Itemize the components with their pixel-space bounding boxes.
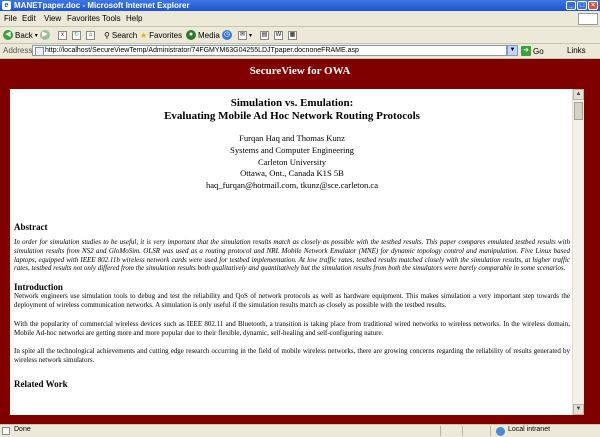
search-label: Search (111, 30, 138, 40)
home-button[interactable] (86, 29, 95, 41)
authors: Furqan Haq and Thomas Kunz (239, 133, 345, 143)
standard-toolbar (0, 27, 600, 44)
address-dropdown-button[interactable]: ▼ (507, 45, 518, 56)
favorites-button[interactable] (140, 29, 182, 41)
refresh-button[interactable] (72, 29, 81, 41)
address-url: http://localhost/SecureViewTemp/Administrator/74FGMYM63G04255LDJTpaper.docnoneFRAME.asp (45, 47, 359, 54)
status-divider (440, 426, 441, 436)
intro-paragraph-1: Network engineers use simulation tools to debug and test the reliability and QoS of network protocols as well as hardware equipment. This makes simulation a very important step towards the deployment of wireless communication networks. A simulation is only useful if the simulation results match as closely as possible with the testbed results. (14, 292, 570, 309)
ie-logo-icon: e (2, 1, 11, 10)
windows-logo-icon (578, 13, 598, 25)
menu-favorites[interactable]: Favorites (67, 14, 100, 23)
home-icon: ⌂ (86, 31, 95, 40)
menu-bar (0, 12, 600, 27)
star-icon: ★ (140, 30, 148, 40)
scroll-down-icon[interactable]: ▼ (573, 404, 584, 415)
address-bar (0, 44, 600, 59)
menu-file[interactable]: File (4, 14, 17, 23)
history-icon: ◷ (223, 31, 231, 38)
banner-title: SecureView for OWA (249, 65, 351, 77)
intro-paragraph-3: In spite all the technological achievements and cutting edge research occurring in the field of mobile wireless networks, there are growing concerns regarding the reliability of results generated by wireless network simulators. (14, 347, 570, 365)
scroll-thumb[interactable] (574, 102, 583, 120)
address-input[interactable] (32, 45, 507, 56)
menu-view[interactable]: View (44, 14, 62, 23)
mail-icon: ✉ (239, 31, 246, 38)
emails: haq_furqan@hotmail.com, tkunz@sce.carleton.ca (205, 180, 379, 191)
print-icon: ▤ (261, 31, 268, 38)
stop-icon: x (58, 31, 67, 40)
related-work-heading: Related Work (14, 378, 68, 389)
security-zone: Local intranet (508, 426, 551, 433)
back-button[interactable] (3, 29, 38, 41)
vertical-scrollbar[interactable] (572, 89, 584, 415)
window-title: MANETpaper.doc - Microsoft Internet Explorer (14, 1, 190, 10)
department: Systems and Computer Engineering (230, 144, 354, 155)
forward-arrow-icon: ▶ (40, 30, 50, 40)
links-button[interactable]: Links (567, 46, 586, 55)
close-button[interactable]: × (588, 1, 598, 10)
search-button[interactable] (104, 29, 137, 41)
abstract-text: In order for simulation studies to be useful, it is very important that the simulation results match as closely as possible with the testbed results. This paper compares emulated testbed results with simulation results from NS2 and GloMoSim. OLSR was used as a routing protocol and NRL Mobile Network Emulator (MNE) for dynamic topology control and manipulation. Five Linux based laptops, equipped with IEEE 802.11b wireless network cards were used for testbed implementation. At low traffic rates, testbed results matched closely with the simulation results, at higher traffic rates, testbed results not only differed from the simulation results both qualitatively and quantitatively but the simulation results from both the simulators were barely comparable in some scenarios. (14, 237, 570, 273)
back-label: Back (15, 30, 33, 40)
status-divider (462, 426, 463, 436)
chevron-down-icon: ▾ (34, 32, 38, 39)
paper-title (14, 97, 570, 123)
discuss-icon: ▦ (289, 31, 296, 38)
search-icon: ⚲ (104, 30, 110, 40)
media-label: Media (198, 30, 220, 40)
address-label: Address (3, 46, 33, 55)
edit-icon: W (275, 31, 282, 38)
media-button[interactable] (186, 29, 220, 41)
paper-title-line2: Evaluating Mobile Ad Hoc Network Routing Protocols (164, 110, 420, 122)
document-frame (10, 89, 584, 415)
status-text: Done (14, 426, 31, 433)
introduction-heading: Introduction (14, 282, 63, 293)
intranet-icon (496, 427, 505, 436)
menu-help[interactable]: Help (126, 14, 143, 23)
status-bar (0, 424, 600, 437)
page-icon (35, 47, 44, 56)
go-button[interactable] (521, 46, 544, 56)
history-button[interactable] (222, 29, 232, 41)
page-viewport (0, 59, 600, 424)
menu-tools[interactable]: Tools (102, 14, 121, 23)
location: Ottawa, Ont., Canada K1S 5B (240, 168, 344, 179)
document-content (14, 89, 570, 389)
university: Carleton University (257, 156, 327, 167)
status-divider (490, 426, 491, 436)
media-icon: ● (186, 30, 196, 40)
maximize-button[interactable]: □ (577, 1, 587, 10)
print-button[interactable] (260, 29, 269, 41)
stop-button[interactable] (58, 29, 67, 41)
minimize-button[interactable]: _ (566, 1, 576, 10)
title-bar (0, 0, 600, 11)
abstract-heading: Abstract (14, 221, 48, 232)
menu-edit[interactable]: Edit (22, 14, 36, 23)
forward-button[interactable] (40, 29, 50, 41)
chevron-down-icon: ▾ (249, 32, 253, 39)
back-arrow-icon: ◀ (3, 30, 13, 40)
go-label: Go (533, 46, 544, 56)
edit-button[interactable] (274, 29, 283, 41)
paper-title-line1: Simulation vs. Emulation: (230, 97, 354, 109)
go-arrow-icon: ➜ (521, 46, 531, 56)
refresh-icon: ↻ (73, 31, 80, 38)
author-block (14, 133, 570, 192)
discuss-button[interactable] (288, 29, 297, 41)
favorites-label: Favorites (149, 30, 183, 40)
scroll-up-icon[interactable]: ▲ (573, 89, 584, 100)
intro-paragraph-2: With the popularity of commercial wireless devices such as IEEE 802.11 and Bluetooth, a transition is taking place from traditional wired networks to wireless networks. In the wireless domain, Mobile Ad-hoc networks are getting more and more popular due to their flexible, dynamic, self-healing and self-configuring nature. (14, 319, 570, 337)
page-done-icon (2, 427, 10, 435)
mail-button[interactable] (238, 29, 252, 41)
